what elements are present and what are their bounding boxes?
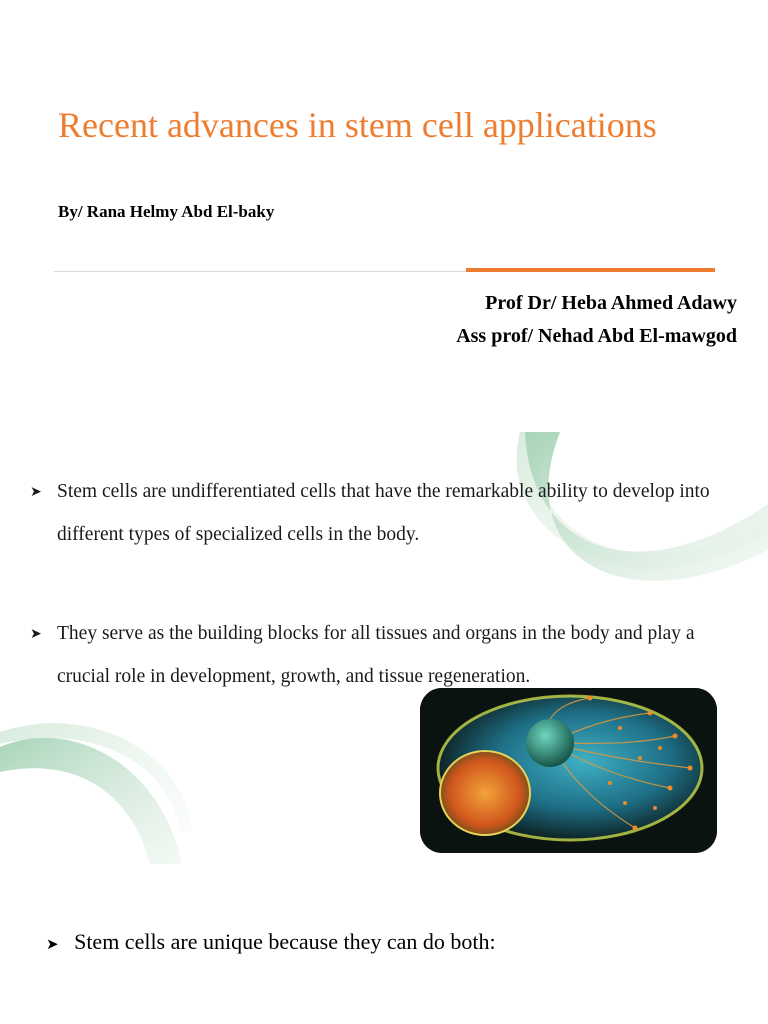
accent-divider <box>466 268 715 272</box>
bullet-3-text: Stem cells are unique because they can do both: <box>74 929 496 954</box>
supervisor-1: Prof Dr/ Heba Ahmed Adawy <box>485 292 737 314</box>
supervisor-2: Ass prof/ Nehad Abd El-mawgod <box>456 325 737 347</box>
bullet-2-text: They serve as the building blocks for all tissues and organs in the body and play a crucial role in development, growth, and tissue regeneration. <box>57 623 695 687</box>
bullet-1 <box>30 471 730 556</box>
arrowhead-bullet-icon: ➤ <box>46 935 59 953</box>
slide-title: Recent advances in stem cell applications <box>58 105 657 145</box>
bullet-1-text: Stem cells are undifferentiated cells that have the remarkable ability to develop into different types of specialized cells in the body. <box>57 481 710 545</box>
intro-slide <box>0 432 768 887</box>
author-line: By/ Rana Helmy Abd El-baky <box>58 202 275 221</box>
unique-slide <box>0 896 768 1024</box>
arrowhead-bullet-icon: ➤ <box>30 626 42 642</box>
title-slide <box>0 0 768 400</box>
arrowhead-bullet-icon: ➤ <box>30 484 42 500</box>
bullet-2 <box>30 613 730 698</box>
bullet-3 <box>46 920 496 966</box>
stem-cell-illustration <box>420 688 717 853</box>
